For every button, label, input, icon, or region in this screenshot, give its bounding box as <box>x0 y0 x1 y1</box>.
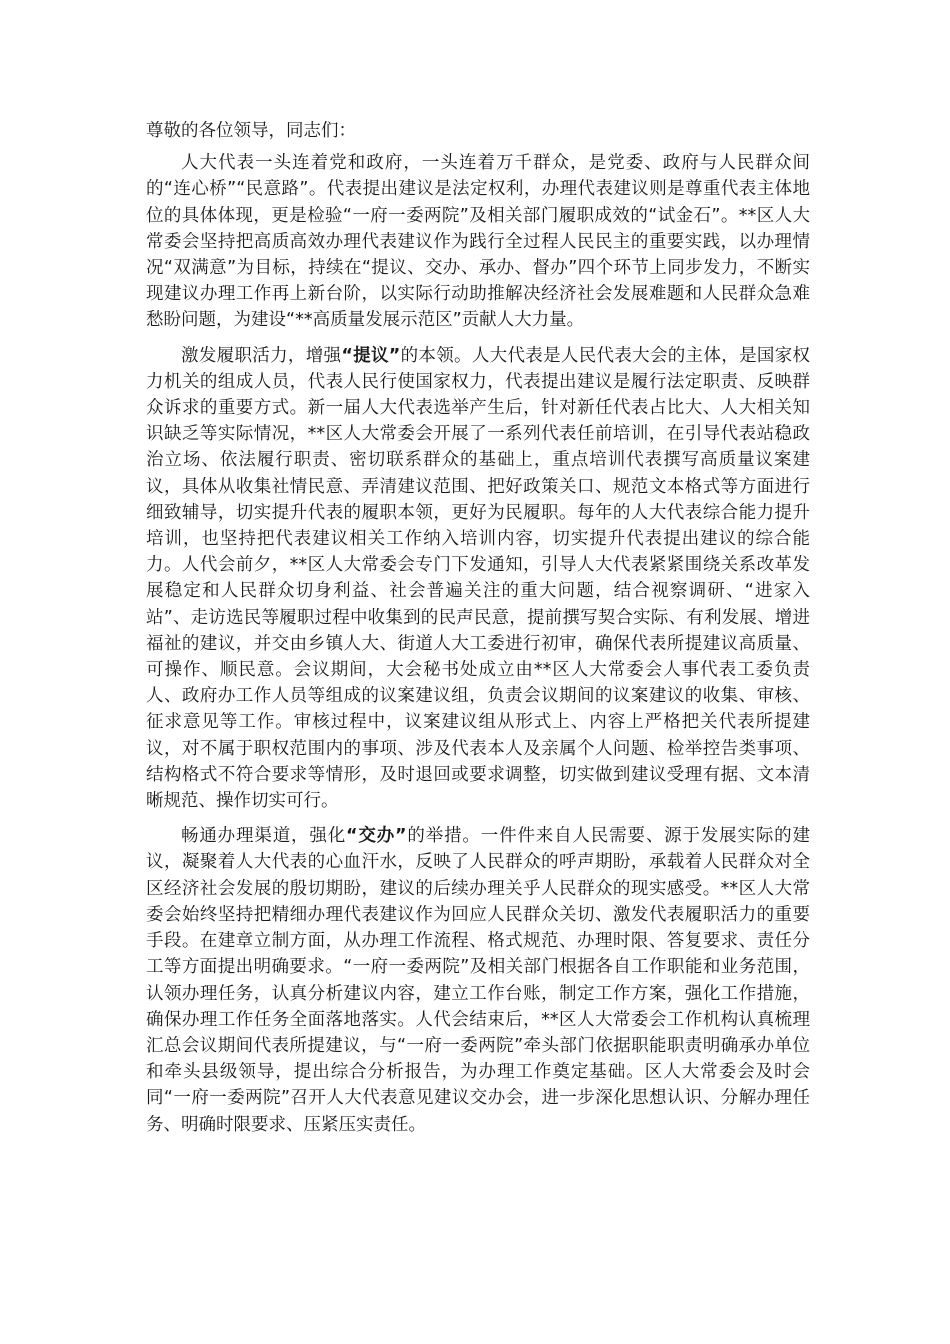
heading-keyword: “提议” <box>341 345 401 366</box>
document-page <box>146 118 810 1147</box>
paragraph-proposal-text: 人大代表是人民代表大会的主体，是国家权力机关的组成人员，代表人民行使国家权力，代表提出建议是履行法定职责、反映群众诉求的重要方式。新一届人大代表选举产生后，针对新任代表占比大、人大相关知识缺乏等实际情况，**区人大常委会开展了一系列代表任前培训，在引导代表站稳政治立场、依法履行职责、密切联系群众的基础上，重点培训代表撰写高质量议案建议，具体从收集社情民意、弄清建议范围、把好政策关口、规范文本格式等方面进行细致辅导，切实提升代表的履职本领，更好为民履职。每年的人大代表综合能力提升培训，也坚持把代表建议相关工作纳入培训内容，切实提升代表提出建议的综合能力。人代会前夕，**区人大常委会专门下发通知，引导人大代表紧紧围绕关系改革发展稳定和人民群众切身利益、社会普遍关注的重大问题，结合视察调研、“进家入站”、走访选民等履职过程中收集到的民声民意，提前撰写契合实际、有利发展、增进福祉的建议，并交由乡镇人大、街道人大工委进行初审，确保代表所提建议高质量、可操作、顺民意。会议期间，大会秘书处成立由**区人大常委会人事代表工委负责人、政府办工作人员等组成的议案建议组，负责会议期间的议案建议的收集、审核、征求意见等工作。审核过程中，议案建议组从形式上、内容上严格把关代表所提建议，对不属于职权范围内的事项、涉及代表本人及亲属个人问题、检举控告类事项、结构格式不符合要求等情形，及时退回或要求调整，切实做到建议受理有据、文本清晰规范、操作切实可行。 <box>146 345 811 812</box>
heading-keyword: “交办” <box>346 826 407 847</box>
paragraph-assignment <box>146 823 810 1137</box>
paragraph-intro-text: 人大代表一头连着党和政府，一头连着万千群众，是党委、政府与人民群众间的“连心桥”“民意路”。代表提出建议是法定权利，办理代表建议则是尊重代表主体地位的具体体现，更是检验“一府一委两院”及相关部门履职成效的“试金石”。**区人大常委会坚持把高质高效办理代表建议作为践行全过程人民民主的重要实践，以办理情况“双满意”为目标，持续在“提议、交办、承办、督办”四个环节上同步发力，不断实现建议办理工作再上新台阶，以实际行动助推解决经济社会发展难题和人民群众急难愁盼问题，为建设“**高质量发展示范区”贡献人大力量。 <box>146 153 810 331</box>
heading-suffix: 的本领。 <box>400 345 472 366</box>
heading-prefix: 畅通办理渠道，强化 <box>181 826 347 847</box>
heading-suffix: 的举措。 <box>406 826 481 847</box>
paragraph-intro <box>146 150 810 333</box>
paragraph-proposal-heading <box>181 346 472 366</box>
greeting: 尊敬的各位领导，同志们： <box>146 121 356 141</box>
paragraph-assignment-text: 一件件来自人民需要、源于发展实际的建议，凝聚着人大代表的心血汗水，反映了人民群众的呼声期盼，承载着人民群众对全区经济社会发展的殷切期盼，建议的后续办理关乎人民群众的现实感受。**区人大常委会始终坚持把精细办理代表建议作为回应人民群众关切、激发代表履职活力的重要手段。在建章立制方面，从办理工作流程、格式规范、办理时限、答复要求、责任分工等方面提出明确要求。“一府一委两院”及相关部门根据各自工作职能和业务范围，认领办理任务，认真分析建议内容，建立工作台账，制定工作方案，强化工作措施，确保办理工作任务全面落地落实。人代会结束后，**区人大常委会工作机构认真梳理汇总会议期间代表所提建议，与“一府一委两院”牵头部门依据职能职责明确承办单位和牵头县级领导，提出综合分析报告，为办理工作奠定基础。区人大常委会及时会同“一府一委两院”召开人大代表意见建议交办会，进一步深化思想认识、分解办理任务、明确时限要求、压紧压实责任。 <box>146 826 811 1135</box>
heading-prefix: 激发履职活力，增强 <box>181 345 342 366</box>
paragraph-proposal <box>146 343 810 815</box>
paragraph-assignment-heading <box>181 826 481 846</box>
